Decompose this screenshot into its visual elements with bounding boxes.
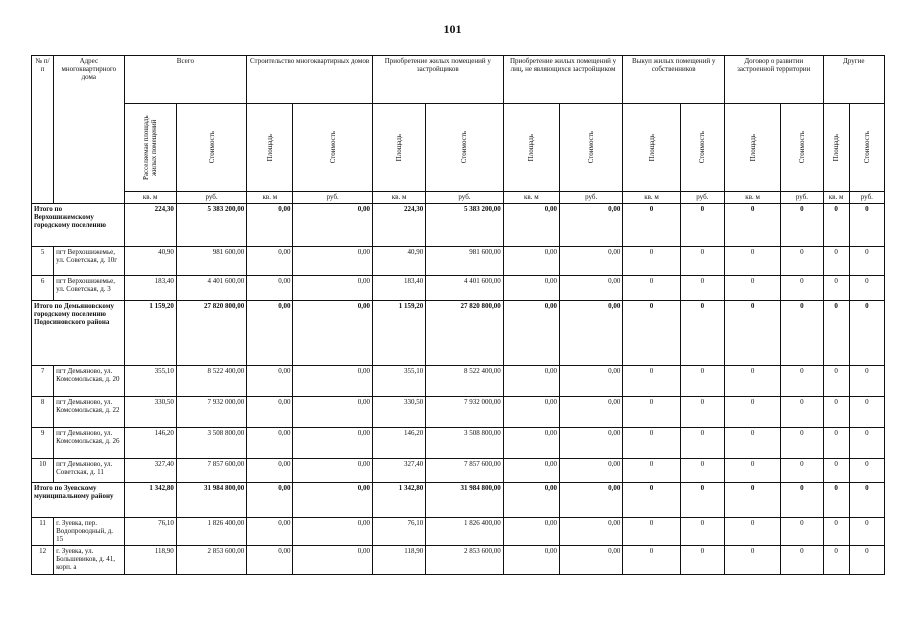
value-cell: 4 401 600,00 [426, 276, 503, 301]
subheader-cost: Стоимость [560, 104, 623, 192]
value-cell: 0,00 [560, 546, 623, 575]
value-cell: 7 857 600,00 [176, 459, 246, 483]
unit-cell: руб. [176, 192, 246, 204]
value-cell: 0 [823, 247, 849, 276]
table-row [32, 459, 885, 483]
value-cell: 8 522 400,00 [176, 366, 246, 397]
row-number: 5 [32, 247, 54, 276]
value-cell: 7 932 000,00 [176, 397, 246, 428]
subtotal-row [32, 483, 885, 518]
value-cell: 0,00 [247, 546, 293, 575]
header-territory: Договор о развитии застроенной территории [724, 56, 823, 104]
value-cell: 0 [724, 397, 780, 428]
table-row [32, 518, 885, 546]
value-cell: 0,00 [503, 483, 559, 518]
value-cell: 0,00 [247, 397, 293, 428]
header-row-subcolumns [32, 104, 885, 192]
value-cell: 0 [849, 428, 884, 459]
value-cell: 0 [849, 546, 884, 575]
value-cell: 27 820 800,00 [426, 301, 503, 366]
value-cell: 31 984 800,00 [176, 483, 246, 518]
row-number: 9 [32, 428, 54, 459]
value-cell: 0 [849, 204, 884, 247]
subheader-cost: Стоимость [680, 104, 724, 192]
value-cell: 0 [680, 366, 724, 397]
value-cell: 355,10 [372, 366, 425, 397]
table-row [32, 428, 885, 459]
value-cell: 1 342,80 [124, 483, 176, 518]
value-cell: 0,00 [293, 247, 372, 276]
value-cell: 118,90 [372, 546, 425, 575]
subheader-cost: Стоимость [849, 104, 884, 192]
page-number: 101 [443, 22, 462, 36]
value-cell: 0,00 [247, 366, 293, 397]
value-cell: 0 [623, 459, 680, 483]
value-cell: 1 342,80 [372, 483, 425, 518]
table-row [32, 397, 885, 428]
value-cell: 0 [724, 428, 780, 459]
value-cell: 146,20 [372, 428, 425, 459]
table-row [32, 247, 885, 276]
value-cell: 0 [623, 518, 680, 546]
row-number: 10 [32, 459, 54, 483]
value-cell: 327,40 [372, 459, 425, 483]
value-cell: 0 [823, 276, 849, 301]
value-cell: 327,40 [124, 459, 176, 483]
value-cell: 0 [623, 204, 680, 247]
value-cell: 0,00 [560, 301, 623, 366]
value-cell: 0,00 [560, 428, 623, 459]
value-cell: 0 [680, 301, 724, 366]
header-other: Другие [823, 56, 884, 104]
value-cell: 0 [680, 428, 724, 459]
subtotal-label: Итого по Зуевскому муниципальному району [32, 483, 125, 518]
value-cell: 0 [849, 483, 884, 518]
value-cell: 0,00 [247, 247, 293, 276]
header-construction: Строительство многоквартирных домов [247, 56, 373, 104]
value-cell: 0 [623, 247, 680, 276]
value-cell: 1 826 400,00 [426, 518, 503, 546]
value-cell: 5 383 200,00 [176, 204, 246, 247]
value-cell: 0 [724, 301, 780, 366]
value-cell: 0,00 [247, 518, 293, 546]
value-cell: 0,00 [293, 459, 372, 483]
unit-cell: руб. [560, 192, 623, 204]
value-cell: 0,00 [293, 276, 372, 301]
value-cell: 0 [781, 459, 823, 483]
table-row [32, 546, 885, 575]
value-cell: 0 [849, 247, 884, 276]
value-cell: 0 [781, 366, 823, 397]
row-number: 7 [32, 366, 54, 397]
subheader-cost: Стоимость [781, 104, 823, 192]
value-cell: 0 [823, 546, 849, 575]
value-cell: 0 [724, 204, 780, 247]
units-row [32, 192, 885, 204]
row-address: пгт Демьяново, ул. Комсомольская, д. 26 [54, 428, 124, 459]
subtotal-label: Итого по Верхошижемскому городскому поселению [32, 204, 125, 247]
value-cell: 0 [781, 546, 823, 575]
subheader-cost: Стоимость [426, 104, 503, 192]
value-cell: 40,90 [124, 247, 176, 276]
value-cell: 0,00 [560, 247, 623, 276]
value-cell: 330,50 [372, 397, 425, 428]
value-cell: 224,30 [372, 204, 425, 247]
value-cell: 0 [849, 459, 884, 483]
value-cell: 0 [623, 276, 680, 301]
value-cell: 0 [623, 483, 680, 518]
row-number: 8 [32, 397, 54, 428]
value-cell: 0,00 [293, 366, 372, 397]
value-cell: 0 [781, 518, 823, 546]
value-cell: 183,40 [124, 276, 176, 301]
unit-cell: руб. [426, 192, 503, 204]
value-cell: 146,20 [124, 428, 176, 459]
value-cell: 2 853 600,00 [426, 546, 503, 575]
value-cell: 0 [849, 397, 884, 428]
table-row [32, 276, 885, 301]
unit-cell: кв. м [623, 192, 680, 204]
value-cell: 0 [849, 276, 884, 301]
row-address: пгт Верхошижемье, ул. Советская, д. 3 [54, 276, 124, 301]
value-cell: 2 853 600,00 [176, 546, 246, 575]
value-cell: 0 [680, 397, 724, 428]
value-cell: 0,00 [247, 459, 293, 483]
value-cell: 0 [680, 276, 724, 301]
value-cell: 0,00 [293, 518, 372, 546]
value-cell: 0,00 [293, 483, 372, 518]
value-cell: 0,00 [503, 366, 559, 397]
value-cell: 0 [724, 518, 780, 546]
value-cell: 0 [724, 276, 780, 301]
value-cell: 7 932 000,00 [426, 397, 503, 428]
value-cell: 31 984 800,00 [426, 483, 503, 518]
row-address: г. Зуевка, пер. Водопроводный, д. 15 [54, 518, 124, 546]
value-cell: 0,00 [293, 204, 372, 247]
value-cell: 0,00 [293, 301, 372, 366]
subheader-area: Площадь [623, 104, 680, 192]
value-cell: 0 [623, 301, 680, 366]
subtotal-row [32, 301, 885, 366]
subheader-area-long: Расселяемая площадь жилых помещений [124, 104, 176, 192]
value-cell: 981 600,00 [426, 247, 503, 276]
header-no: № п/п [32, 56, 54, 204]
value-cell: 0 [823, 204, 849, 247]
unit-cell: кв. м [247, 192, 293, 204]
value-cell: 355,10 [124, 366, 176, 397]
value-cell: 0,00 [560, 397, 623, 428]
table-row [32, 366, 885, 397]
resettlement-table [31, 55, 885, 575]
value-cell: 0 [623, 366, 680, 397]
value-cell: 0,00 [503, 459, 559, 483]
unit-cell: руб. [293, 192, 372, 204]
value-cell: 0 [823, 301, 849, 366]
value-cell: 1 159,20 [124, 301, 176, 366]
value-cell: 0,00 [293, 428, 372, 459]
value-cell: 3 508 800,00 [176, 428, 246, 459]
value-cell: 0 [680, 204, 724, 247]
value-cell: 0 [849, 518, 884, 546]
value-cell: 40,90 [372, 247, 425, 276]
unit-cell: кв. м [124, 192, 176, 204]
subheader-cost: Стоимость [293, 104, 372, 192]
value-cell: 0,00 [247, 483, 293, 518]
value-cell: 0 [724, 366, 780, 397]
value-cell: 0 [680, 483, 724, 518]
row-number: 6 [32, 276, 54, 301]
value-cell: 0 [781, 483, 823, 518]
value-cell: 76,10 [124, 518, 176, 546]
value-cell: 1 159,20 [372, 301, 425, 366]
unit-cell: руб. [781, 192, 823, 204]
subheader-area: Площадь [247, 104, 293, 192]
value-cell: 0 [680, 247, 724, 276]
value-cell: 7 857 600,00 [426, 459, 503, 483]
value-cell: 0 [680, 546, 724, 575]
value-cell: 0,00 [247, 276, 293, 301]
value-cell: 0 [781, 247, 823, 276]
row-address: пгт Демьяново, ул. Комсомольская, д. 22 [54, 397, 124, 428]
value-cell: 0,00 [560, 366, 623, 397]
unit-cell: кв. м [372, 192, 425, 204]
value-cell: 0 [724, 483, 780, 518]
value-cell: 3 508 800,00 [426, 428, 503, 459]
value-cell: 0 [724, 247, 780, 276]
row-address: г. Зуевка, ул. Большевиков, д. 41, корп. а [54, 546, 124, 575]
value-cell: 0,00 [503, 301, 559, 366]
value-cell: 0,00 [247, 301, 293, 366]
value-cell: 0 [823, 518, 849, 546]
value-cell: 0 [781, 301, 823, 366]
value-cell: 1 826 400,00 [176, 518, 246, 546]
value-cell: 0,00 [560, 204, 623, 247]
header-row-groups [32, 56, 885, 104]
value-cell: 0 [781, 204, 823, 247]
value-cell: 0,00 [247, 428, 293, 459]
row-number: 12 [32, 546, 54, 575]
value-cell: 0 [623, 428, 680, 459]
value-cell: 0,00 [560, 459, 623, 483]
value-cell: 0 [849, 301, 884, 366]
value-cell: 27 820 800,00 [176, 301, 246, 366]
value-cell: 0,00 [247, 204, 293, 247]
header-acq-non-developers: Приобретение жилых помещений у лиц, не являющихся застройщиком [503, 56, 623, 104]
value-cell: 0 [823, 366, 849, 397]
value-cell: 0,00 [293, 546, 372, 575]
value-cell: 981 600,00 [176, 247, 246, 276]
value-cell: 0 [823, 428, 849, 459]
subheader-area: Площадь [503, 104, 559, 192]
value-cell: 4 401 600,00 [176, 276, 246, 301]
value-cell: 0,00 [503, 204, 559, 247]
value-cell: 0,00 [503, 397, 559, 428]
value-cell: 0 [623, 397, 680, 428]
subheader-area: Площадь [724, 104, 780, 192]
value-cell: 0,00 [560, 276, 623, 301]
header-acq-developers: Приобретение жилых помещений у застройщиков [372, 56, 503, 104]
value-cell: 0 [724, 459, 780, 483]
value-cell: 0,00 [503, 428, 559, 459]
value-cell: 0 [781, 397, 823, 428]
subheader-area: Площадь [823, 104, 849, 192]
row-address: пгт Демьяново, ул. Советская, д. 11 [54, 459, 124, 483]
value-cell: 183,40 [372, 276, 425, 301]
row-number: 11 [32, 518, 54, 546]
unit-cell: кв. м [724, 192, 780, 204]
row-address: пгт Демьяново, ул. Комсомольская, д. 20 [54, 366, 124, 397]
value-cell: 224,30 [124, 204, 176, 247]
value-cell: 0 [680, 518, 724, 546]
value-cell: 0 [849, 366, 884, 397]
unit-cell: кв. м [823, 192, 849, 204]
value-cell: 0,00 [503, 247, 559, 276]
value-cell: 0,00 [560, 518, 623, 546]
value-cell: 0,00 [503, 518, 559, 546]
value-cell: 8 522 400,00 [426, 366, 503, 397]
subtotal-label: Итого по Демьяновскому городскому поселению Подосиновского района [32, 301, 125, 366]
header-total: Всего [124, 56, 247, 104]
value-cell: 76,10 [372, 518, 425, 546]
value-cell: 0 [781, 428, 823, 459]
value-cell: 0 [823, 397, 849, 428]
unit-cell: кв. м [503, 192, 559, 204]
value-cell: 330,50 [124, 397, 176, 428]
value-cell: 0 [724, 546, 780, 575]
subtotal-row [32, 204, 885, 247]
value-cell: 0,00 [293, 397, 372, 428]
value-cell: 118,90 [124, 546, 176, 575]
value-cell: 0,00 [503, 546, 559, 575]
value-cell: 0 [823, 459, 849, 483]
unit-cell: руб. [680, 192, 724, 204]
value-cell: 0 [823, 483, 849, 518]
header-address: Адрес многоквартирного дома [54, 56, 124, 204]
value-cell: 0,00 [503, 276, 559, 301]
subheader-area: Площадь [372, 104, 425, 192]
subheader-cost: Стоимость [176, 104, 246, 192]
value-cell: 0 [680, 459, 724, 483]
value-cell: 5 383 200,00 [426, 204, 503, 247]
row-address: пгт Верхошижемье, ул. Советская, д. 10г [54, 247, 124, 276]
value-cell: 0,00 [560, 483, 623, 518]
value-cell: 0 [781, 276, 823, 301]
header-buyout: Выкуп жилых помещений у собственников [623, 56, 725, 104]
unit-cell: руб. [849, 192, 884, 204]
value-cell: 0 [623, 546, 680, 575]
